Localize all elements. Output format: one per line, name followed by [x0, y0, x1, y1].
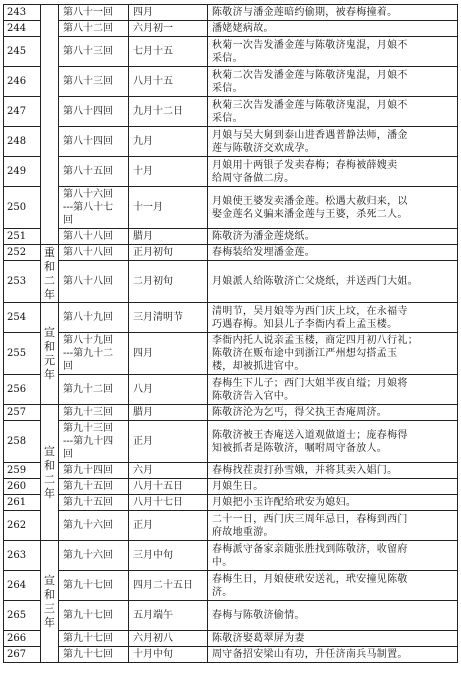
row-number: 257: [4, 405, 41, 421]
event-cell: 二十一日，西门庆三周年忌日，春梅到西门 府故地重游。: [208, 511, 458, 541]
table-row: [4, 571, 458, 601]
table-row: [4, 375, 458, 405]
row-number: 252: [4, 245, 41, 261]
table-row: [4, 21, 458, 37]
row-number: 243: [4, 5, 41, 21]
row-number: 263: [4, 541, 41, 571]
row-number: 256: [4, 375, 41, 405]
chapter-cell: 第八十九回 ---第九十二 回: [59, 333, 129, 375]
chapter-cell: 第九十五回: [59, 479, 129, 495]
table-row: [4, 157, 458, 187]
chapter-cell: 第九十二回: [59, 375, 129, 405]
table-row: [4, 333, 458, 375]
chapter-cell: 第八十八回: [59, 245, 129, 261]
row-number: 246: [4, 67, 41, 97]
date-cell: 四月二十五日: [129, 571, 208, 601]
chapter-cell: 第九十六回: [59, 511, 129, 541]
event-cell: 春梅派守备家亲随张胜找到陈敬济，收留府 中。: [208, 541, 458, 571]
chapter-cell: 第九十七回: [59, 647, 129, 663]
chapter-cell: 第九十三回 ---第九十四 回: [59, 421, 129, 463]
row-number: 259: [4, 463, 41, 479]
table-row: [4, 647, 458, 663]
table-row: [4, 631, 458, 647]
chapter-cell: 第八十六回 ---第八十七 回: [59, 187, 129, 229]
chapter-cell: 第八十四回: [59, 97, 129, 127]
date-cell: 十月: [129, 157, 208, 187]
event-cell: 月娘用十两银子发卖春梅；春梅被薛嫂卖 给周守备做二房。: [208, 157, 458, 187]
chapter-cell: 第九十七回: [59, 571, 129, 601]
event-cell: 陈敬济沦为乞丐，得父执王杏庵周济。: [208, 405, 458, 421]
event-cell: 月娘派人给陈敬济亡父烧纸，并送西门大姐。: [208, 261, 458, 303]
row-number: 260: [4, 479, 41, 495]
event-cell: 陈敬济娶葛翠屏为妻: [208, 631, 458, 647]
date-cell: 八月十五: [129, 67, 208, 97]
date-cell: 腊月: [129, 229, 208, 245]
year-cell: 宣 和 三 年: [41, 541, 59, 663]
year-cell: 宣 和 元 年: [41, 303, 59, 405]
row-number: 248: [4, 127, 41, 157]
date-cell: 五月端午: [129, 601, 208, 631]
table-row: [4, 463, 458, 479]
year-cell-empty: [41, 5, 59, 245]
date-cell: 正月: [129, 511, 208, 541]
row-number: 262: [4, 511, 41, 541]
date-cell: 腊月: [129, 405, 208, 421]
date-cell: 六月: [129, 463, 208, 479]
row-number: 247: [4, 97, 41, 127]
table-row: [4, 187, 458, 229]
table-row: [4, 303, 458, 333]
table-row: [4, 405, 458, 421]
event-cell: 清明节，吴月娘等为西门庆上坟，在永福寺 巧遇春梅。知县儿子李衙内看上孟玉楼。: [208, 303, 458, 333]
date-cell: 四月: [129, 5, 208, 21]
row-number: 261: [4, 495, 41, 511]
date-cell: 八月十五日: [129, 479, 208, 495]
date-cell: 七月十五: [129, 37, 208, 67]
date-cell: 正月初旬: [129, 245, 208, 261]
date-cell: 九月十二日: [129, 97, 208, 127]
table-row: [4, 479, 458, 495]
event-cell: 月娘生日。: [208, 479, 458, 495]
chapter-cell: 第九十五回: [59, 495, 129, 511]
date-cell: 三月中旬: [129, 541, 208, 571]
row-number: 255: [4, 333, 41, 375]
row-number: 266: [4, 631, 41, 647]
date-cell: 八月十七日: [129, 495, 208, 511]
chapter-cell: 第九十七回: [59, 631, 129, 647]
row-number: 253: [4, 261, 41, 303]
chapter-cell: 第八十五回: [59, 157, 129, 187]
event-cell: 春梅生下儿子；西门大姐半夜自缢；月娘将 陈敬济告入官中。: [208, 375, 458, 405]
event-cell: 春梅生日，月娘使玳安送礼，玳安撞见陈敬 济。: [208, 571, 458, 601]
table-row: [4, 511, 458, 541]
chapter-cell: 第八十一回: [59, 5, 129, 21]
row-number: 267: [4, 647, 41, 663]
table-row: [4, 601, 458, 631]
event-cell: 陈敬济为潘金莲烧纸。: [208, 229, 458, 245]
event-cell: 潘姥姥病故。: [208, 21, 458, 37]
table-row: [4, 541, 458, 571]
chapter-cell: 第八十八回: [59, 229, 129, 245]
event-cell: 秋菊二次告发潘金莲与陈敬济鬼混，月娘不 采信。: [208, 67, 458, 97]
date-cell: 三月清明节: [129, 303, 208, 333]
date-cell: 六月初八: [129, 631, 208, 647]
date-cell: 二月初旬: [129, 261, 208, 303]
table-row: [4, 245, 458, 261]
row-number: 249: [4, 157, 41, 187]
chapter-cell: 第九十四回: [59, 463, 129, 479]
table-row: [4, 37, 458, 67]
date-cell: 六月初一: [129, 21, 208, 37]
year-cell: 重 和 二 年: [41, 245, 59, 303]
table-row: [4, 127, 458, 157]
event-cell: 月娘与吴大舅到泰山进香遇普静法师，潘金 莲与陈敬济交欢成孕。: [208, 127, 458, 157]
event-cell: 秋菊一次告发潘金莲与陈敬济鬼混，月娘不 采信。: [208, 37, 458, 67]
row-number: 245: [4, 37, 41, 67]
row-number: 264: [4, 571, 41, 601]
row-number: 254: [4, 303, 41, 333]
chapter-cell: 第九十六回: [59, 541, 129, 571]
event-cell: 陈敬济与潘金莲暗约偷期，被春梅撞着。: [208, 5, 458, 21]
chapter-cell: 第八十四回: [59, 127, 129, 157]
chapter-cell: 第八十八回: [59, 261, 129, 303]
event-cell: 李衙内托人说亲孟玉楼，商定四月初八行礼； 陈敬济在贩布途中到浙江严州想勾搭孟玉 楼，却被抓进官中。: [208, 333, 458, 375]
event-cell: 月娘把小玉许配给玳安为媳妇。: [208, 495, 458, 511]
row-number: 265: [4, 601, 41, 631]
event-cell: 秋菊三次告发潘金莲与陈敬济鬼混，月娘不 采信。: [208, 97, 458, 127]
table-row: [4, 5, 458, 21]
year-cell: 宣 和 二 年: [41, 405, 59, 541]
table-row: [4, 421, 458, 463]
row-number: 250: [4, 187, 41, 229]
table-row: [4, 97, 458, 127]
chapter-cell: 第八十二回: [59, 21, 129, 37]
date-cell: 八月: [129, 375, 208, 405]
chapter-cell: 第八十三回: [59, 67, 129, 97]
event-cell: 春梅与陈敬济偷情。: [208, 601, 458, 631]
date-cell: 十月中旬: [129, 647, 208, 663]
row-number: 251: [4, 229, 41, 245]
event-cell: 周守备招安梁山有功，升任济南兵马制置。: [208, 647, 458, 663]
event-cell: 春梅装给发埋潘金莲。: [208, 245, 458, 261]
table-row: [4, 229, 458, 245]
chronology-table: [3, 4, 458, 663]
chapter-cell: 第八十三回: [59, 37, 129, 67]
event-cell: 陈敬济被王杏庵送入道观做道士；庞春梅得 知被抓者是陈敬济，嘱咐周守备放人。: [208, 421, 458, 463]
date-cell: 正月: [129, 421, 208, 463]
table-row: [4, 495, 458, 511]
row-number: 244: [4, 21, 41, 37]
event-cell: 春梅找茬责打孙雪娥，并将其卖入娼门。: [208, 463, 458, 479]
chapter-cell: 第八十九回: [59, 303, 129, 333]
table-row: [4, 67, 458, 97]
date-cell: 九月: [129, 127, 208, 157]
chapter-cell: 第九十七回: [59, 601, 129, 631]
row-number: 258: [4, 421, 41, 463]
table-row: [4, 261, 458, 303]
chapter-cell: 第九十三回: [59, 405, 129, 421]
date-cell: 四月: [129, 333, 208, 375]
date-cell: 十一月: [129, 187, 208, 229]
event-cell: 月娘使王婆发卖潘金莲。松遇大赦归来，以 娶金莲名义骗来潘金莲与王婆，杀死二人。: [208, 187, 458, 229]
